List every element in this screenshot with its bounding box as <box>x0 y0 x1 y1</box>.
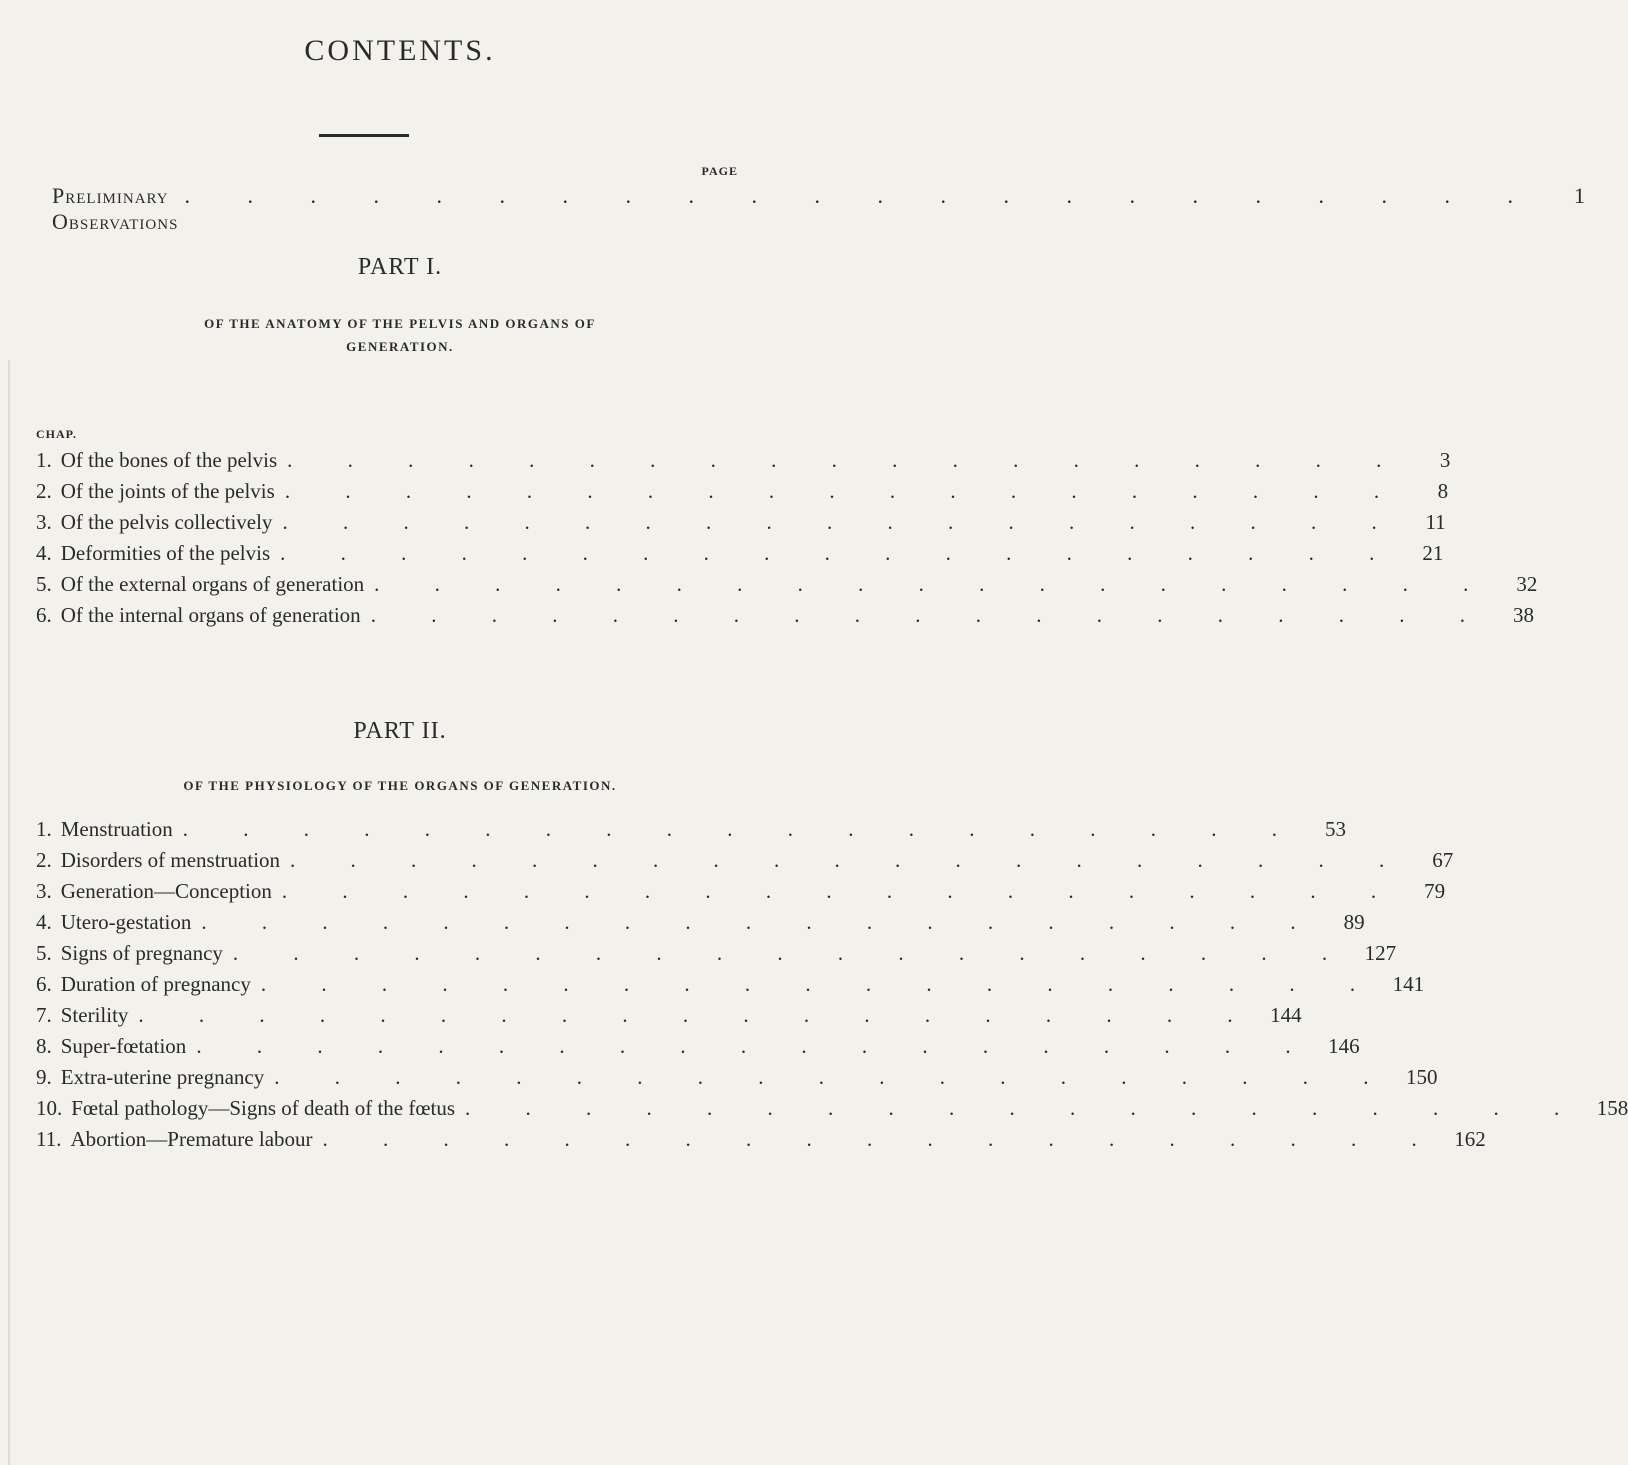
entry-page: 146 <box>1328 1034 1360 1058</box>
entry-number: 3. <box>36 879 52 903</box>
entry-title: Duration of pregnancy <box>60 972 251 996</box>
leader-dots: . . . . . . . . . . . . . . . . . . . <box>370 603 1490 627</box>
leader-dots: . . . . . . . . . . . . . . . . . . . <box>274 1065 1394 1089</box>
entry-number: 6. <box>36 972 52 996</box>
toc-entry <box>36 448 1451 479</box>
leader-dots: . . . . . . . . . . . . . . . . . . . <box>260 972 1381 996</box>
chap-label: CHAP. <box>36 427 77 441</box>
part-two-heading: PART II. <box>353 718 447 744</box>
leader-dots: . . . . . . . . . . . . . . . . . . . <box>280 541 1400 565</box>
part-two-subheading: OF THE PHYSIOLOGY OF THE ORGANS OF GENERATION. <box>183 778 617 793</box>
entry-title: Utero-gestation <box>60 910 192 934</box>
page-column-label: PAGE <box>701 164 738 178</box>
toc-entry <box>36 1127 1486 1158</box>
entry-title: Of the external organs of generation <box>60 572 365 596</box>
entry-page: 8 <box>1437 479 1449 503</box>
toc-entry-preliminary <box>52 183 1585 235</box>
toc-entry <box>36 541 1444 572</box>
entry-page: 21 <box>1422 541 1444 565</box>
entry-page: 144 <box>1270 1003 1302 1027</box>
toc-entry <box>36 879 1446 910</box>
entry-title: Of the pelvis collectively <box>60 510 273 534</box>
entry-title: Preliminary Observations <box>52 183 179 234</box>
toc-entry <box>36 479 1449 510</box>
entry-page: 11 <box>1425 510 1446 534</box>
entry-number: 2. <box>36 848 52 872</box>
entry-page: 79 <box>1424 879 1446 903</box>
entry-page: 158 <box>1596 1096 1628 1120</box>
part-one-subheading-line1: OF THE ANATOMY OF THE PELVIS AND ORGANS OF <box>204 316 596 331</box>
part-one-toc <box>36 448 1538 634</box>
entry-page: 141 <box>1392 972 1425 996</box>
entry-page: 150 <box>1405 1065 1438 1089</box>
entry-number: 1. <box>36 817 52 841</box>
leader-dots: . . . . . . . . . . . . . . . . . . . <box>290 848 1410 872</box>
entry-page: 89 <box>1343 910 1365 934</box>
entry-title: Generation—Conception <box>60 879 272 903</box>
toc-entry <box>36 603 1534 634</box>
toc-entry <box>36 572 1538 603</box>
leader-dots: . . . . . . . . . . . . . . . . . . . <box>374 572 1494 596</box>
entry-number: 9. <box>36 1065 52 1089</box>
toc-entry <box>36 1034 1360 1065</box>
entry-title: Of the internal organs of generation <box>60 603 361 627</box>
entry-title: Disorders of menstruation <box>60 848 281 872</box>
leader-dots: . . . . . . . . . . . . . . . . . . . <box>322 1127 1442 1151</box>
entry-page: 3 <box>1439 448 1451 472</box>
entry-page: 127 <box>1364 941 1397 965</box>
leader-dots: . . . . . . . . . . . . . . . . . . . <box>465 1096 1585 1120</box>
leader-dots: . . . . . . . . . . . . . . . . . . . . . . <box>184 183 1539 208</box>
toc-entry <box>36 1065 1438 1096</box>
entry-number: 7. <box>36 1003 52 1027</box>
leader-dots: . . . . . . . . . . . . . . . . . . . <box>138 1003 1258 1027</box>
entry-number: 4. <box>36 910 52 934</box>
entry-number: 5. <box>36 941 52 965</box>
toc-entry <box>36 972 1425 1003</box>
leader-dots: . . . . . . . . . . . . . . . . . . . <box>232 941 1353 965</box>
toc-entry <box>36 1096 1628 1127</box>
part-one-heading: PART I. <box>357 254 443 280</box>
page-title: CONTENTS. <box>304 34 496 67</box>
title-divider <box>319 134 409 137</box>
entry-page: 162 <box>1454 1127 1486 1151</box>
leader-dots: . . . . . . . . . . . . . . . . . . . <box>282 510 1402 534</box>
entry-number: 8. <box>36 1034 52 1058</box>
toc-entry <box>36 910 1365 941</box>
entry-number: 3. <box>36 510 52 534</box>
leader-dots: . . . . . . . . . . . . . . . . . . . <box>201 910 1321 934</box>
entry-title: Menstruation <box>60 817 173 841</box>
leader-dots: . . . . . . . . . . . . . . . . . . . <box>287 448 1407 472</box>
toc-entry <box>36 510 1446 541</box>
entry-page: 53 <box>1324 817 1346 841</box>
entry-title: Of the bones of the pelvis <box>60 448 278 472</box>
entry-page: 32 <box>1516 572 1538 596</box>
entry-title: Fœtal pathology—Signs of death of the fœtus <box>71 1096 456 1120</box>
part-one-subheading <box>0 312 800 359</box>
page-edge <box>8 360 11 1465</box>
entry-title: Of the joints of the pelvis <box>60 479 275 503</box>
entry-title: Super-fœtation <box>60 1034 187 1058</box>
entry-number: 6. <box>36 603 52 627</box>
entry-page: 1 <box>1573 183 1585 208</box>
entry-number: 11. <box>36 1127 62 1151</box>
entry-title: Abortion—Premature labour <box>70 1127 313 1151</box>
entry-title: Deformities of the pelvis <box>60 541 271 565</box>
entry-number: 2. <box>36 479 52 503</box>
entry-title: Extra-uterine pregnancy <box>60 1065 265 1089</box>
entry-number: 10. <box>36 1096 63 1120</box>
entry-page: 38 <box>1512 603 1534 627</box>
entry-title: Signs of pregnancy <box>60 941 223 965</box>
part-two-toc <box>36 817 1628 1158</box>
leader-dots: . . . . . . . . . . . . . . . . . . . <box>182 817 1302 841</box>
toc-entry <box>36 941 1397 972</box>
entry-page: 67 <box>1432 848 1454 872</box>
toc-entry <box>36 1003 1302 1034</box>
entry-number: 4. <box>36 541 52 565</box>
entry-number: 5. <box>36 572 52 596</box>
entry-number: 1. <box>36 448 52 472</box>
toc-entry <box>36 817 1346 848</box>
leader-dots: . . . . . . . . . . . . . . . . . . . <box>281 879 1402 903</box>
entry-title: Sterility <box>60 1003 129 1027</box>
leader-dots: . . . . . . . . . . . . . . . . . . . <box>284 479 1405 503</box>
toc-entry <box>36 848 1454 879</box>
part-one-subheading-line2: GENERATION. <box>346 339 454 355</box>
leader-dots: . . . . . . . . . . . . . . . . . . . <box>196 1034 1316 1058</box>
